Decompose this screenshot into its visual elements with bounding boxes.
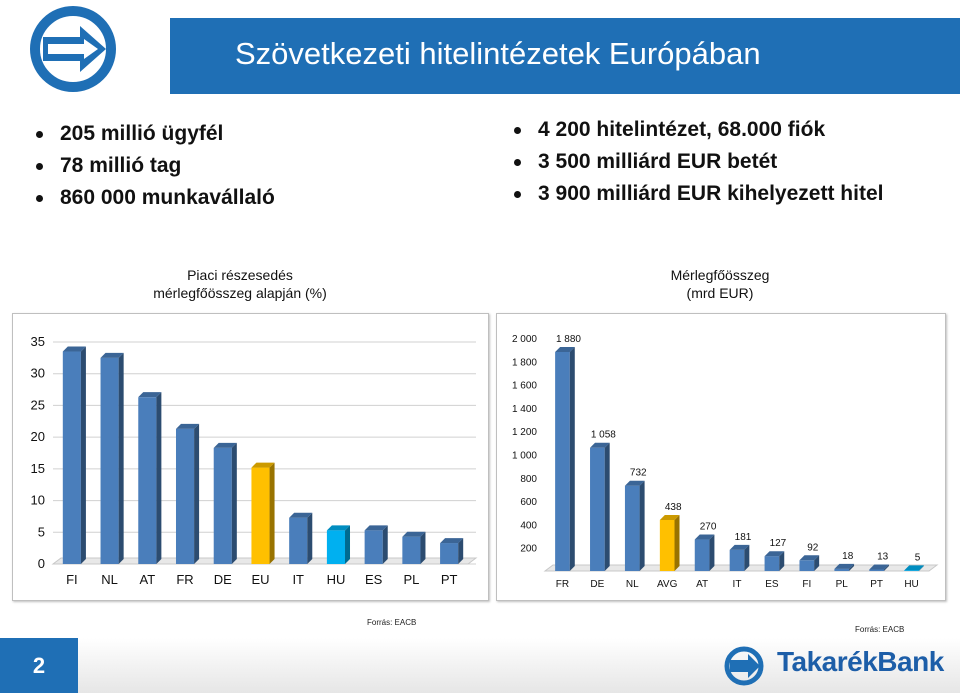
bar-side — [232, 443, 237, 564]
bar-side — [420, 532, 425, 564]
data-label: 92 — [807, 542, 819, 554]
y-tick-label: 25 — [30, 397, 45, 413]
bullet-list-left — [30, 118, 275, 214]
brand-name — [777, 646, 944, 678]
x-tick-label: AT — [139, 572, 156, 587]
x-tick-label: AVG — [656, 579, 678, 590]
bar — [138, 397, 156, 564]
chart-market-share — [12, 313, 489, 601]
x-tick-label: FI — [66, 572, 78, 587]
y-tick-label: 1 400 — [511, 403, 537, 415]
y-tick-label: 20 — [30, 429, 45, 445]
bullet-item: 3 500 milliárd EUR betét — [508, 146, 883, 178]
x-tick-label: ES — [365, 572, 383, 587]
x-tick-label: PT — [440, 572, 458, 587]
bar-side — [345, 525, 350, 564]
bar-side — [270, 463, 275, 564]
chart-title-line: Mérlegfőösszeg — [670, 267, 770, 283]
chart-market-share-svg — [13, 314, 488, 600]
bar — [251, 468, 269, 564]
x-tick-label: PT — [870, 579, 884, 590]
chart-title-market-share — [120, 266, 360, 302]
chart-title-line: (mrd EUR) — [686, 285, 754, 301]
takarek-bank-logo-icon — [722, 644, 768, 688]
bar — [834, 569, 849, 571]
y-tick-label: 800 — [520, 473, 537, 485]
bar — [695, 540, 710, 571]
brand-name-part: Takarék — [777, 646, 878, 677]
data-label: 13 — [877, 551, 889, 563]
bullet-list-right — [508, 114, 883, 210]
bar-side — [81, 347, 86, 564]
bar — [625, 486, 640, 571]
x-tick-label: IT — [292, 572, 305, 587]
x-tick-label: PL — [403, 572, 420, 587]
bar — [730, 550, 745, 571]
y-tick-label: 30 — [30, 365, 45, 381]
bar — [869, 569, 884, 571]
data-label: 127 — [769, 538, 787, 550]
y-tick-label: 15 — [30, 460, 45, 476]
y-tick-label: 0 — [37, 556, 45, 571]
page-number: 2 — [0, 638, 78, 693]
bar — [63, 352, 81, 564]
bar — [214, 448, 232, 564]
bar — [765, 556, 780, 571]
chart-title-total-assets — [600, 266, 840, 302]
chart-title-line: mérlegfőösszeg alapján (%) — [153, 285, 327, 301]
bar — [904, 570, 919, 571]
data-label: 732 — [629, 467, 647, 479]
y-tick-label: 35 — [30, 334, 45, 349]
data-label: 1 880 — [555, 333, 581, 345]
x-tick-label: IT — [732, 579, 742, 590]
bar — [799, 560, 814, 571]
bar-side — [709, 535, 714, 571]
bar — [590, 448, 605, 571]
bar — [555, 352, 570, 571]
bar — [176, 429, 194, 564]
x-tick-label: NL — [625, 579, 639, 590]
bar — [327, 530, 345, 564]
y-tick-label: 2 000 — [511, 334, 537, 345]
y-tick-label: 400 — [520, 520, 537, 532]
x-tick-label: DE — [213, 572, 232, 587]
bar-side — [675, 515, 680, 571]
x-tick-label: DE — [590, 579, 605, 590]
bullet-item: 205 millió ügyfél — [30, 118, 275, 150]
y-tick-label: 600 — [520, 497, 537, 509]
bullet-item: 78 millió tag — [30, 150, 275, 182]
x-tick-label: EU — [251, 572, 270, 587]
x-tick-label: HU — [326, 572, 346, 587]
x-tick-label: FI — [802, 579, 812, 590]
brand-name-part: Bank — [877, 646, 944, 677]
bar — [402, 537, 420, 564]
source-note: Forrás: EACB — [855, 625, 905, 634]
x-tick-label: FR — [555, 579, 570, 590]
bar-side — [307, 513, 312, 564]
bar — [365, 530, 383, 564]
y-tick-label: 1 800 — [511, 357, 537, 369]
chart-total-assets — [496, 313, 946, 601]
y-tick-label: 1 000 — [511, 450, 537, 462]
data-label: 438 — [664, 501, 682, 513]
y-tick-label: 5 — [37, 524, 45, 540]
page-title: Szövetkezeti hitelintézetek Európában — [235, 36, 761, 71]
bar — [440, 543, 458, 564]
y-tick-label: 10 — [30, 492, 45, 508]
data-label: 18 — [842, 550, 854, 562]
x-tick-label: PL — [835, 579, 848, 590]
y-tick-label: 1 600 — [511, 380, 537, 392]
takarek-logo-icon — [18, 6, 138, 92]
x-tick-label: AT — [696, 579, 709, 590]
chart-total-assets-svg — [497, 314, 945, 600]
data-label: 181 — [734, 531, 752, 543]
x-tick-label: FR — [176, 572, 194, 587]
x-tick-label: HU — [904, 579, 919, 590]
source-note: Forrás: EACB — [367, 618, 417, 627]
bar-side — [383, 525, 388, 564]
bar-side — [194, 424, 199, 564]
y-tick-label: 200 — [520, 543, 537, 555]
brand-logo — [722, 644, 952, 688]
bar-side — [156, 392, 161, 564]
bar-side — [605, 443, 610, 571]
bar — [289, 518, 307, 564]
bullet-item: 3 900 milliárd EUR kihelyezett hitel — [508, 178, 883, 210]
y-tick-label: 1 200 — [511, 427, 537, 439]
data-label: 5 — [914, 552, 921, 564]
bar-side — [119, 353, 124, 564]
bar — [101, 358, 119, 564]
chart-title-line: Piaci részesedés — [187, 267, 293, 283]
bullet-item: 860 000 munkavállaló — [30, 182, 275, 214]
bullet-item: 4 200 hitelintézet, 68.000 fiók — [508, 114, 883, 146]
header — [0, 0, 960, 96]
bar — [660, 520, 675, 571]
data-label: 1 058 — [590, 429, 616, 441]
x-tick-label: NL — [101, 572, 118, 587]
bar-side — [640, 481, 645, 571]
bar-side — [570, 347, 575, 571]
data-label: 270 — [699, 521, 717, 533]
x-tick-label: ES — [765, 579, 779, 590]
